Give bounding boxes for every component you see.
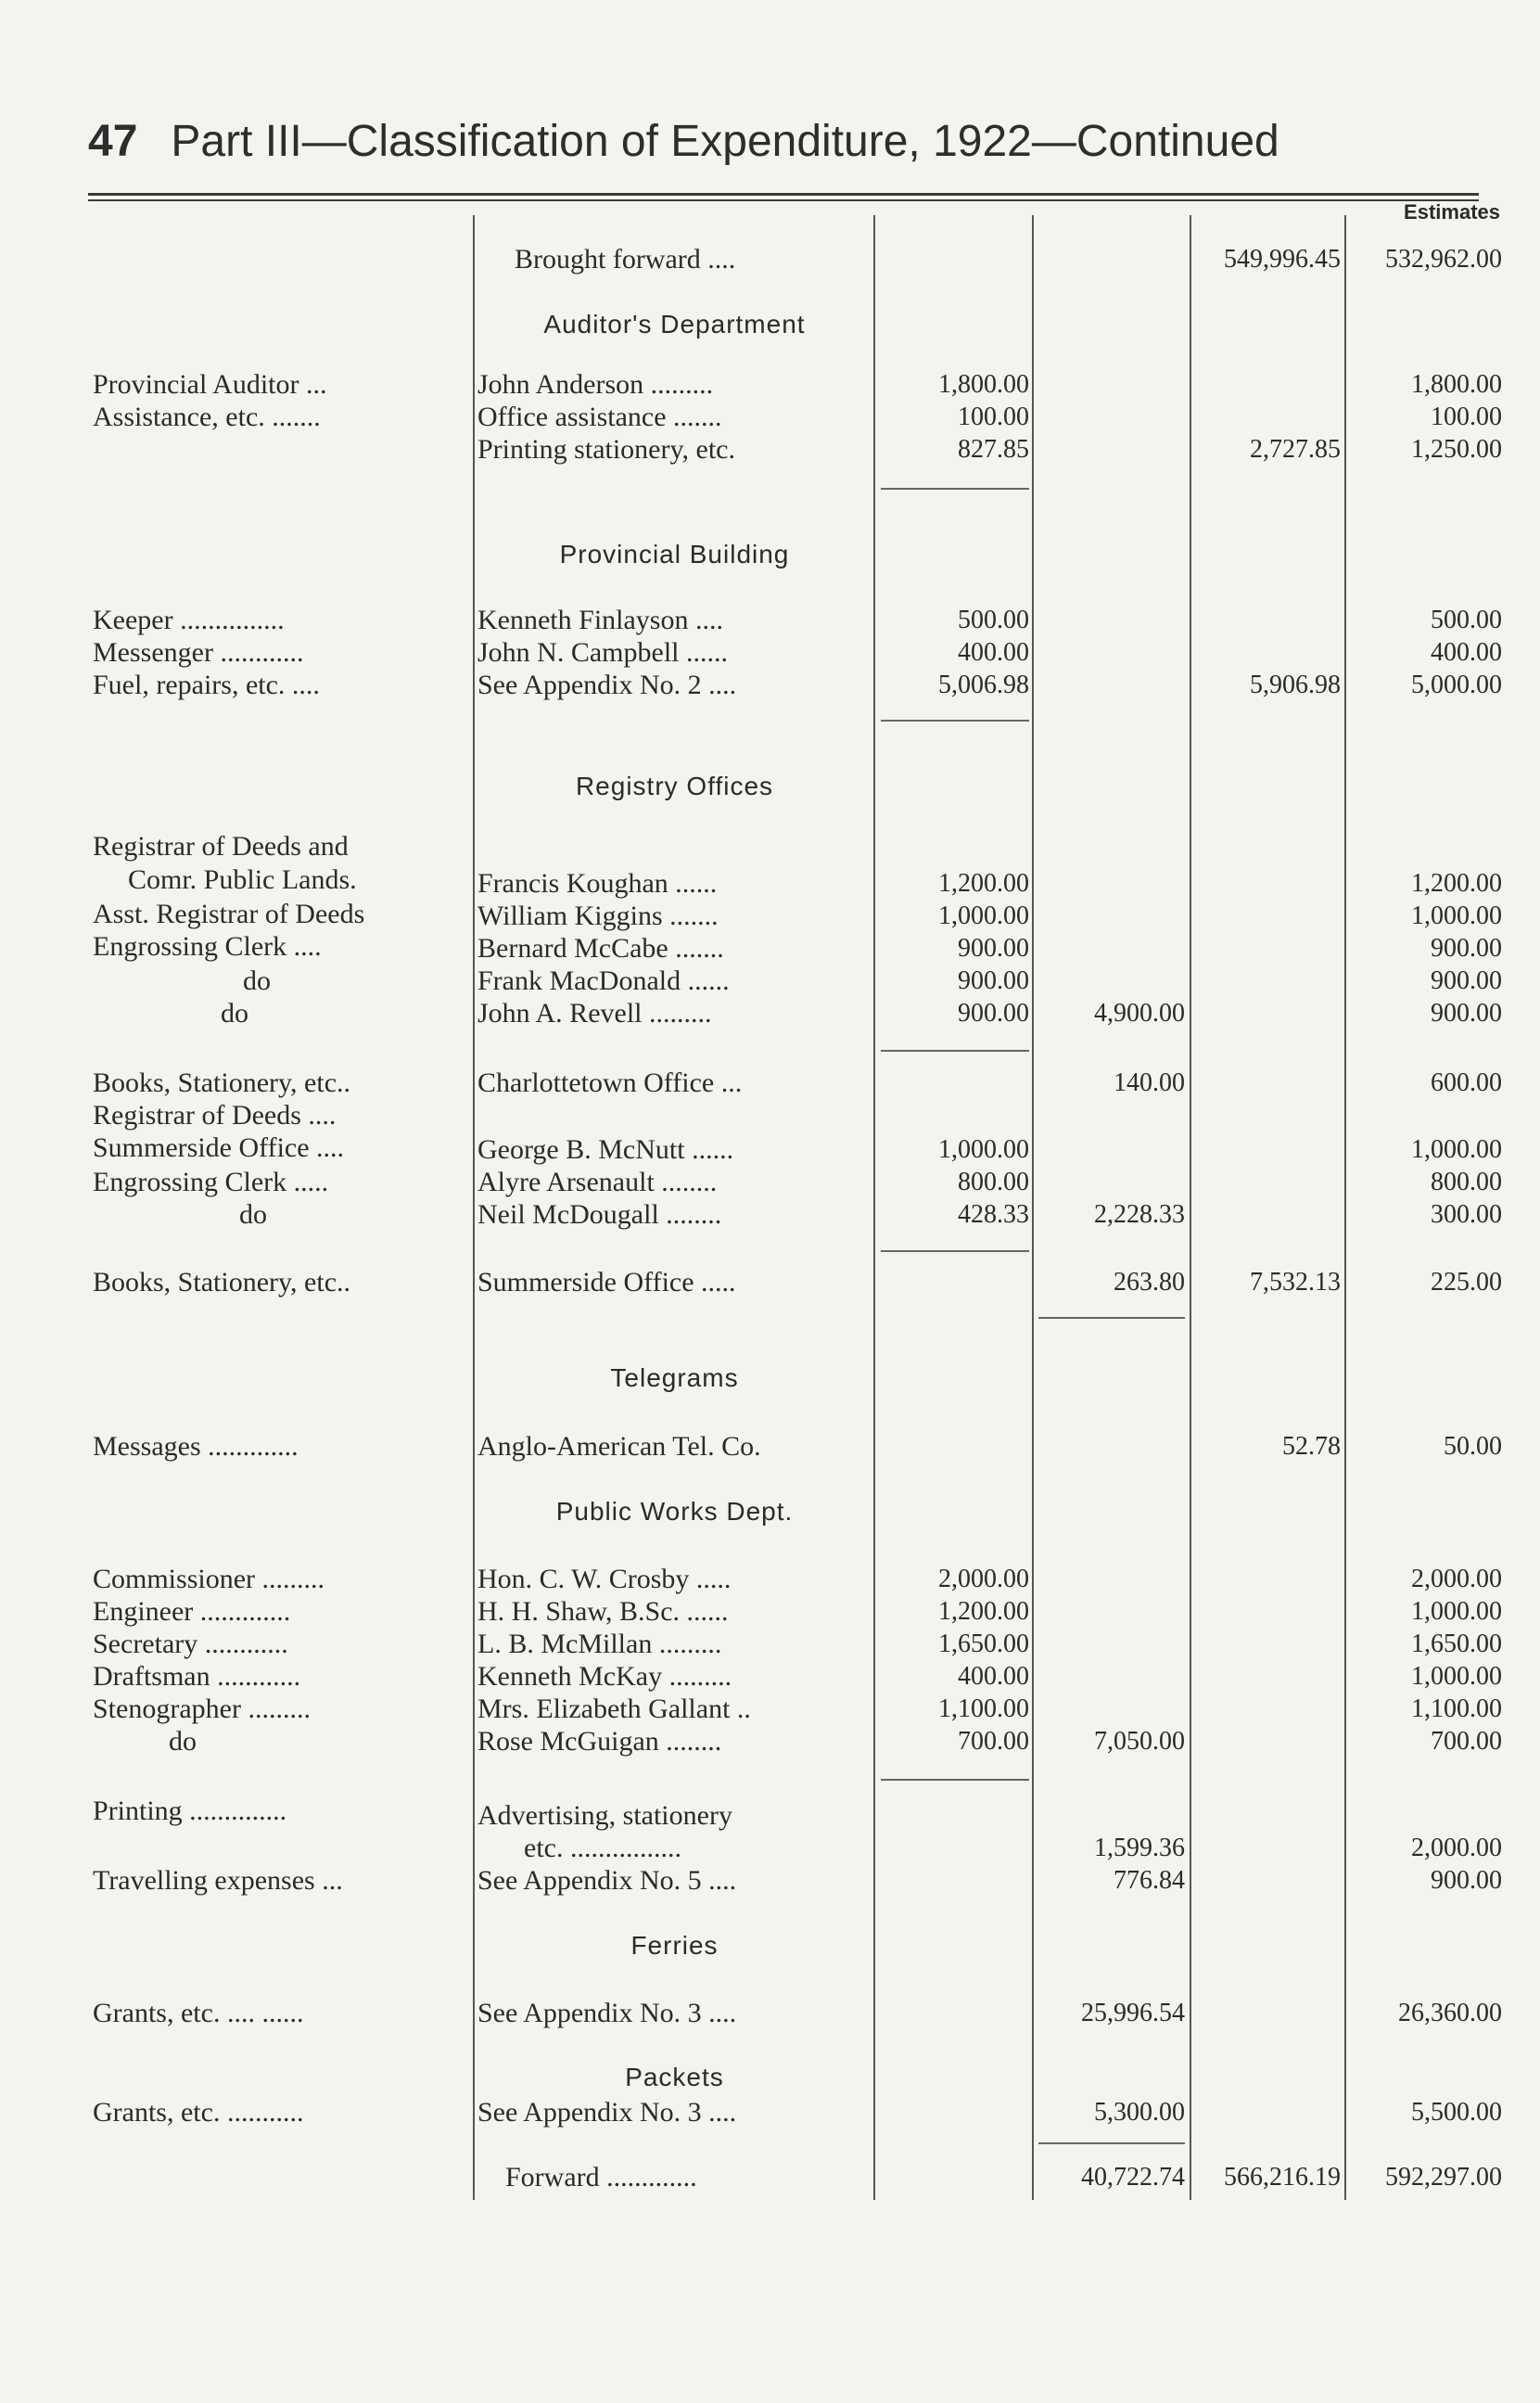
item-label: Fuel, repairs, etc. .... (93, 670, 320, 700)
item-label: Engineer ............. (93, 1596, 291, 1627)
item-label: do (239, 1199, 267, 1230)
section-heading-telegrams: Telegrams (610, 1363, 739, 1392)
amount: 1,650.00 (938, 1630, 1029, 1658)
amount: 1,200.00 (938, 869, 1029, 898)
forward-col3-total: 566,216.19 (1224, 2163, 1341, 2192)
payee-label: John A. Revell ......... (477, 998, 712, 1029)
payee-label: L. B. McMillan ......... (477, 1629, 722, 1659)
estimate: 1,250.00 (1411, 435, 1502, 464)
estimate: 5,500.00 (1411, 2098, 1502, 2127)
group-total: 25,996.54 (1081, 1999, 1185, 2027)
payee-label: See Appendix No. 3 .... (477, 2097, 737, 2128)
item-label: Registrar of Deeds .... (93, 1100, 337, 1131)
column-divider-4 (1190, 215, 1191, 2200)
payee-label: Charlottetown Office ... (477, 1067, 743, 1098)
estimate: 800.00 (1431, 1168, 1502, 1196)
item-label: Keeper ............... (93, 605, 285, 635)
item-label: Draftsman ............ (93, 1661, 301, 1692)
brought-forward-estimate: 532,962.00 (1385, 245, 1502, 274)
payee-label: Anglo-American Tel. Co. (477, 1431, 761, 1462)
payee-label: George B. McNutt ...... (477, 1134, 734, 1165)
estimate: 100.00 (1431, 403, 1502, 431)
amount: 400.00 (958, 1662, 1029, 1691)
amount: 2,000.00 (938, 1565, 1029, 1593)
amount: 1,000.00 (938, 901, 1029, 930)
subtotal-rule (881, 1779, 1029, 1781)
brought-forward-total: 549,996.45 (1224, 245, 1341, 274)
section-heading-public-works: Public Works Dept. (555, 1497, 794, 1526)
estimate: 26,360.00 (1398, 1999, 1502, 2027)
estimate: 2,000.00 (1411, 1565, 1502, 1593)
subtotal: 2,727.85 (1250, 435, 1341, 464)
item-label: Grants, etc. .... ...... (93, 1998, 304, 2028)
item-label: Comr. Public Lands. (128, 864, 357, 895)
subtotal-rule (881, 488, 1029, 490)
amount: 428.33 (958, 1200, 1029, 1229)
estimate: 50.00 (1444, 1432, 1502, 1461)
payee-label: See Appendix No. 5 .... (477, 1865, 737, 1896)
amount: 5,006.98 (938, 671, 1029, 699)
estimate: 1,000.00 (1411, 1662, 1502, 1691)
subtotal-rule (1038, 1317, 1185, 1319)
item-label: Engrossing Clerk ..... (93, 1167, 329, 1197)
estimate: 5,000.00 (1411, 671, 1502, 699)
item-label: Travelling expenses ... (93, 1865, 343, 1896)
estimate: 400.00 (1431, 638, 1502, 667)
section-heading-packets: Packets (625, 2063, 724, 2091)
amount: 1,000.00 (938, 1135, 1029, 1164)
estimate: 900.00 (1431, 966, 1502, 995)
estimate: 600.00 (1431, 1068, 1502, 1097)
payee-label: John N. Campbell ...... (477, 637, 728, 668)
payee-label: Office assistance ....... (477, 402, 722, 432)
group-total: 2,228.33 (1094, 1200, 1185, 1229)
item-label: Secretary ............ (93, 1629, 288, 1659)
estimate: 1,800.00 (1411, 370, 1502, 399)
amount: 1,100.00 (938, 1694, 1029, 1723)
section-heading-building: Provincial Building (559, 540, 790, 569)
group-total: 776.84 (1114, 1866, 1185, 1895)
item-label: Messenger ............ (93, 637, 304, 668)
payee-label: John Anderson ......... (477, 369, 714, 400)
section-heading-ferries: Ferries (630, 1931, 719, 1960)
page-header (88, 116, 1460, 167)
amount: 800.00 (958, 1168, 1029, 1196)
payee-label: Bernard McCabe ....... (477, 933, 724, 964)
group-total: 140.00 (1114, 1068, 1185, 1097)
payee-label: Advertising, stationery (477, 1800, 732, 1831)
payee-label: Rose McGuigan ........ (477, 1726, 722, 1757)
estimate: 500.00 (1431, 606, 1502, 634)
estimate: 1,100.00 (1411, 1694, 1502, 1723)
estimate: 225.00 (1431, 1268, 1502, 1297)
group-total: 5,300.00 (1094, 2098, 1185, 2127)
estimate: 700.00 (1431, 1727, 1502, 1756)
item-label: Asst. Registrar of Deeds (93, 899, 365, 929)
amount: 900.00 (958, 966, 1029, 995)
subtotal: 5,906.98 (1250, 671, 1341, 699)
section-heading-auditor: Auditor's Department (543, 310, 806, 339)
estimate: 1,650.00 (1411, 1630, 1502, 1658)
item-label: do (221, 998, 248, 1029)
page-title: Part III—Classification of Expenditure, 1922—Continued (171, 117, 1279, 166)
estimate: 300.00 (1431, 1200, 1502, 1229)
payee-label: Kenneth McKay ......... (477, 1661, 732, 1692)
amount: 500.00 (958, 606, 1029, 634)
amount: 700.00 (958, 1727, 1029, 1756)
amount: 100.00 (958, 403, 1029, 431)
page-number: 47 (88, 117, 138, 166)
header-rule-bottom (88, 199, 1479, 201)
item-label: Printing .............. (93, 1796, 287, 1826)
estimate: 900.00 (1431, 999, 1502, 1028)
payee-label: Hon. C. W. Crosby ..... (477, 1564, 732, 1594)
payee-label: Mrs. Elizabeth Gallant .. (477, 1694, 751, 1724)
payee-label: etc. ................ (524, 1833, 681, 1863)
payee-label: See Appendix No. 3 .... (477, 1998, 737, 2028)
payee-label: See Appendix No. 2 .... (477, 670, 737, 700)
forward-col2-total: 40,722.74 (1081, 2163, 1185, 2192)
brought-forward-label: Brought forward .... (515, 244, 736, 275)
item-label: do (169, 1726, 197, 1757)
estimate: 1,000.00 (1411, 901, 1502, 930)
subtotal-rule (881, 1050, 1029, 1052)
estimate: 900.00 (1431, 1866, 1502, 1895)
payee-label: Alyre Arsenault ........ (477, 1167, 718, 1197)
item-label: Engrossing Clerk .... (93, 931, 322, 962)
estimate: 2,000.00 (1411, 1834, 1502, 1862)
subtotal: 52.78 (1282, 1432, 1341, 1461)
estimates-column-label: Estimates (1404, 200, 1500, 224)
forward-label: Forward ............. (505, 2162, 697, 2192)
subtotal-rule (881, 1250, 1029, 1252)
amount: 900.00 (958, 999, 1029, 1028)
payee-label: William Kiggins ....... (477, 901, 719, 931)
estimate: 1,200.00 (1411, 869, 1502, 898)
section-heading-registry: Registry Offices (575, 772, 774, 800)
payee-label: Neil McDougall ........ (477, 1199, 722, 1230)
payee-label: Printing stationery, etc. (477, 434, 735, 465)
item-label: Stenographer ......... (93, 1694, 311, 1724)
item-label: Messages ............. (93, 1431, 299, 1462)
header-rule-top (88, 193, 1479, 196)
amount: 827.85 (958, 435, 1029, 464)
column-divider-2 (873, 215, 875, 2200)
payee-label: H. H. Shaw, B.Sc. ...... (477, 1596, 729, 1627)
subtotal-rule (1038, 2142, 1185, 2144)
amount: 1,200.00 (938, 1597, 1029, 1626)
column-divider-3 (1032, 215, 1034, 2200)
item-label: Books, Stationery, etc.. (93, 1067, 351, 1098)
amount: 400.00 (958, 638, 1029, 667)
group-total: 1,599.36 (1094, 1834, 1185, 1862)
item-label: Commissioner ......... (93, 1564, 325, 1594)
payee-label: Summerside Office ..... (477, 1267, 736, 1297)
subtotal-rule (881, 720, 1029, 722)
estimate: 1,000.00 (1411, 1597, 1502, 1626)
item-label: Assistance, etc. ....... (93, 402, 321, 432)
estimate: 1,000.00 (1411, 1135, 1502, 1164)
item-label: Registrar of Deeds and (93, 831, 349, 862)
group-total: 4,900.00 (1094, 999, 1185, 1028)
payee-label: Francis Koughan ...... (477, 868, 718, 899)
item-label: Grants, etc. ........... (93, 2097, 304, 2128)
item-label: Books, Stationery, etc.. (93, 1267, 351, 1297)
payee-label: Kenneth Finlayson .... (477, 605, 723, 635)
item-label: Provincial Auditor ... (93, 369, 327, 400)
amount: 1,800.00 (938, 370, 1029, 399)
estimate: 900.00 (1431, 934, 1502, 963)
forward-estimate-total: 592,297.00 (1385, 2163, 1502, 2192)
amount: 900.00 (958, 934, 1029, 963)
group-total: 263.80 (1114, 1268, 1185, 1297)
group-total: 7,050.00 (1094, 1727, 1185, 1756)
item-label: Summerside Office .... (93, 1132, 345, 1163)
payee-label: Frank MacDonald ...... (477, 965, 730, 996)
subtotal: 7,532.13 (1250, 1268, 1341, 1297)
item-label: do (243, 965, 271, 996)
